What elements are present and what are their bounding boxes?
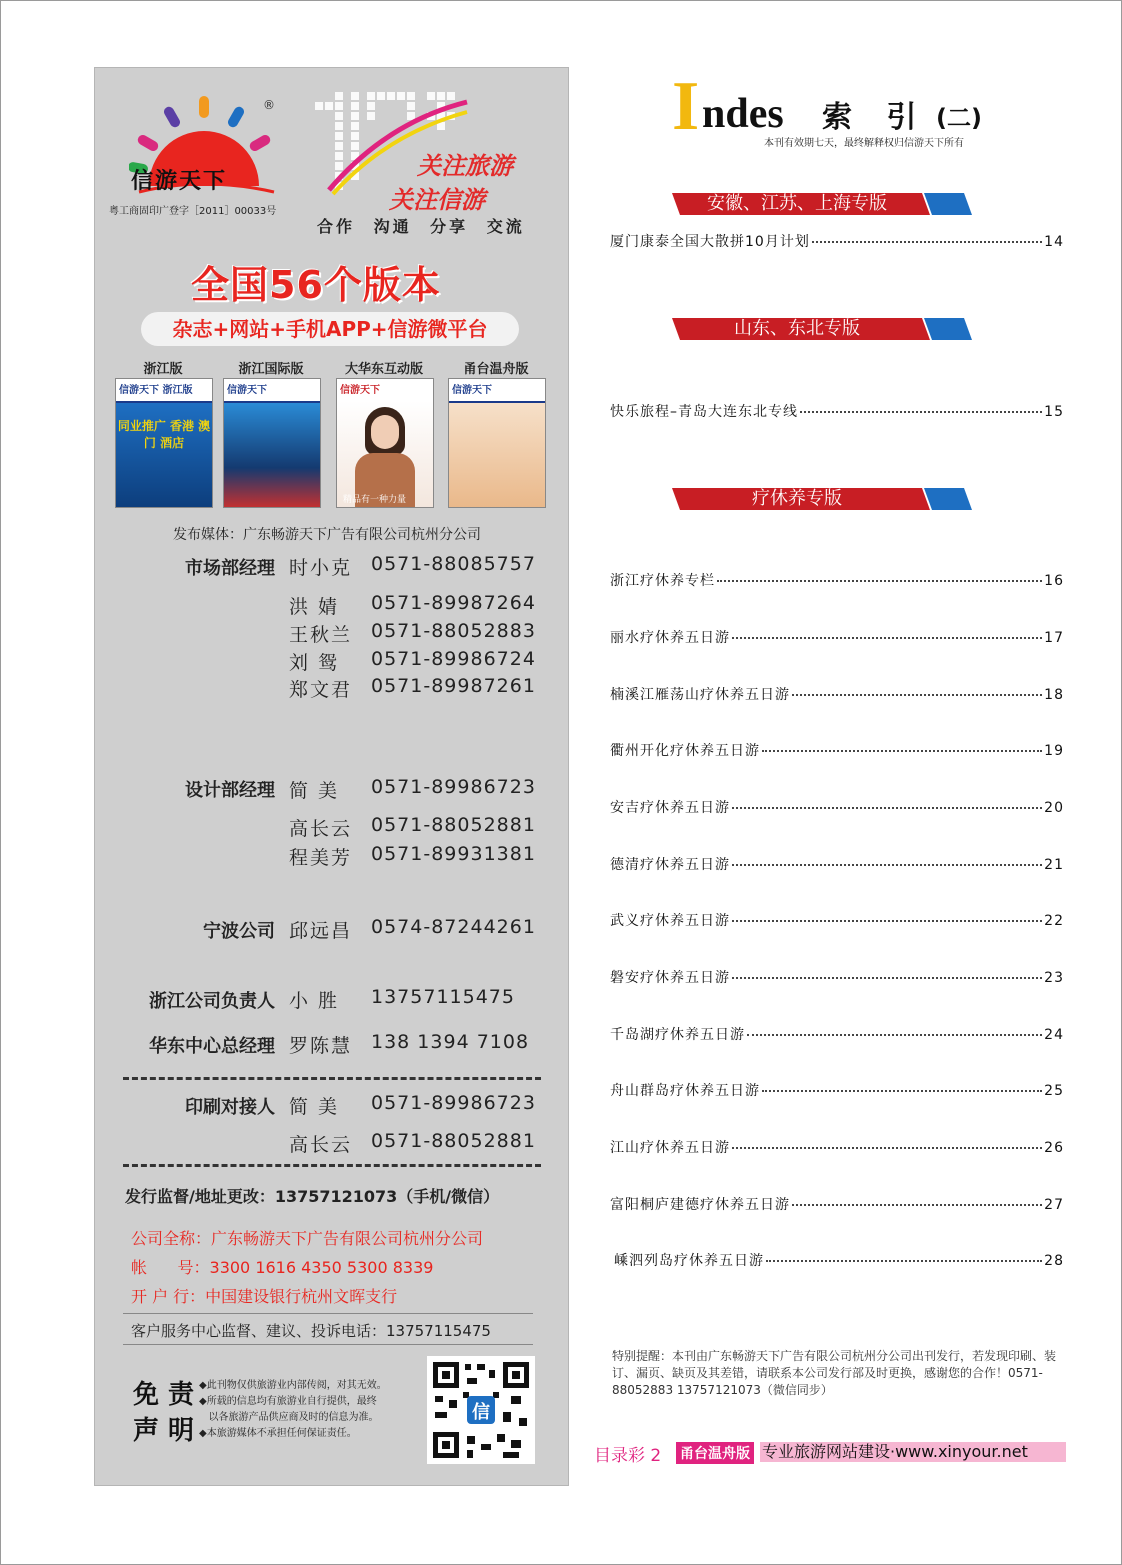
contact-name: 简 美 (289, 780, 340, 802)
toc-entry[interactable] (614, 1250, 1064, 1270)
toc-page: 25 (1044, 1083, 1064, 1099)
toc-page: 28 (1044, 1253, 1064, 1269)
cover-title: 信游天下 浙江版 (116, 379, 212, 403)
slogan-line-2: 关注信游 (389, 186, 485, 214)
cover-title: 信游天下 (337, 379, 433, 401)
disclaimer-title: 声 明 (133, 1416, 195, 1446)
edition-cover[interactable] (115, 378, 213, 508)
toc-page: 27 (1044, 1197, 1064, 1213)
service-line: 客户服务中心监督、建议、投诉电话：13757115475 (131, 1322, 491, 1340)
disclaimer-line: ◆所载的信息均有旅游业自行提供，最终 (199, 1396, 377, 1407)
special-notice: 特别提醒：本刊由广东畅游天下广告有限公司杭州分公司出刊发行，若发现印刷、装订、漏页、缺页及其差错，请联系本公司发行部及时更换，感谢您的合作！0571-88052883 13757121073（微信同步） (612, 1349, 1057, 1397)
registered-mark: ® (263, 98, 275, 112)
toc-title: 舟山群岛疗休养五日游 (610, 1083, 760, 1099)
contact-name: 时小克 (289, 557, 353, 579)
headline: 全国56个版本 (191, 263, 441, 307)
issue-supervision: 发行监督/地址更改：13757121073（手机/微信） (125, 1187, 500, 1206)
toc-entry[interactable] (610, 1024, 1064, 1044)
contact-name: 王秋兰 (289, 624, 353, 646)
sun-logo-icon (129, 96, 279, 216)
cooperation-motto: 合作 沟通 分享 交流 (317, 217, 525, 236)
toc-page: 17 (1044, 630, 1064, 646)
toc-entry[interactable] (610, 570, 1064, 590)
publisher: 发布媒体：广东畅游天下广告有限公司杭州分公司 (173, 527, 481, 543)
toc-entry[interactable] (610, 854, 1064, 874)
toc-entry[interactable] (610, 740, 1064, 760)
contact-role: 印刷对接人 (185, 1097, 275, 1118)
toc-entry[interactable] (610, 627, 1064, 647)
toc-page: 15 (1044, 404, 1064, 420)
toc-title: 衢州开化疗休养五日游 (610, 743, 760, 759)
toc-entry[interactable] (610, 967, 1064, 987)
contact-phone[interactable]: 0574-87244261 (371, 916, 536, 938)
toc-page: 14 (1044, 234, 1064, 250)
toc-title: 千岛湖疗休养五日游 (610, 1027, 745, 1043)
toc-title: 德清疗休养五日游 (610, 857, 730, 873)
contact-role: 市场部经理 (185, 558, 275, 579)
disclaimer-title: 免 责 (133, 1380, 195, 1410)
contact-name: 邱远昌 (289, 920, 353, 942)
contact-name: 罗陈慧 (289, 1035, 353, 1057)
logo-text: 信游天下 (131, 168, 228, 194)
channels-pill: 杂志+网站+手机APP+信游微平台 (141, 312, 519, 346)
toc-title: 武义疗休养五日游 (610, 913, 730, 929)
toc-entry[interactable] (610, 910, 1064, 930)
contact-name: 洪 婧 (289, 596, 340, 618)
toc-page: 21 (1044, 857, 1064, 873)
toc-title: 嵊泗列岛疗休养五日游 (614, 1253, 764, 1269)
page-label: 目录彩 2 (594, 1446, 662, 1466)
toc-title: 富阳桐庐建德疗休养五日游 (610, 1197, 790, 1213)
cover-image (449, 403, 545, 508)
index-number: (二) (936, 104, 982, 132)
contact-phone[interactable]: 0571-89986723 (371, 776, 536, 798)
edition-cover[interactable] (448, 378, 546, 508)
qr-code[interactable] (427, 1356, 535, 1464)
divider (123, 1313, 533, 1314)
brand-initial: I (672, 68, 700, 145)
section-title: 安徽、江苏、上海专版 (707, 193, 887, 214)
toc-entry[interactable] (610, 1194, 1064, 1214)
cover-image (337, 401, 433, 508)
contact-name: 高长云 (289, 1134, 353, 1156)
contact-role: 设计部经理 (185, 780, 275, 801)
toc-page: 23 (1044, 970, 1064, 986)
contact-phone[interactable]: 0571-88052881 (371, 1130, 536, 1152)
contact-phone[interactable]: 0571-89931381 (371, 843, 536, 865)
company-full-name: 公司全称：广东畅游天下广告有限公司杭州分公司 (131, 1229, 484, 1248)
index-title: 索 引 (822, 100, 929, 135)
contact-phone[interactable]: 0571-89987261 (371, 675, 536, 697)
cover-body: 同业推广 香港 澳门 酒店 (116, 403, 212, 508)
cover-image (224, 403, 320, 508)
cover-title: 信游天下 (449, 379, 545, 403)
toc-title: 浙江疗休养专栏 (610, 573, 715, 589)
edition-label: 浙江版 (143, 362, 183, 377)
contact-name: 郑文君 (289, 679, 353, 701)
disclaimer-line: 以各旅游产品供应商及时的信息为准。 (199, 1412, 379, 1423)
toc-entry[interactable] (610, 684, 1064, 704)
toc-title: 厦门康泰全国大散拼10月计划 (610, 234, 810, 250)
edition-label: 大华东互动版 (344, 362, 423, 377)
edition-label: 浙江国际版 (238, 362, 304, 377)
contact-phone[interactable]: 0571-89986724 (371, 648, 536, 670)
contact-phone[interactable]: 0571-89986723 (371, 1092, 536, 1114)
dashed-divider (123, 1164, 541, 1167)
contact-phone[interactable]: 0571-89987264 (371, 592, 536, 614)
dashed-divider (123, 1077, 541, 1080)
edition-badge: 甬台温舟版 (676, 1442, 754, 1464)
footer-tagline[interactable] (760, 1442, 1066, 1462)
toc-title: 江山疗休养五日游 (610, 1140, 730, 1156)
contact-name: 简 美 (289, 1096, 340, 1118)
license-number: 粤工商固印广登字［2011］00033号 (109, 206, 277, 217)
toc-title: 快乐旅程–青岛大连东北专线 (610, 404, 798, 420)
disclaimer-text (199, 1378, 387, 1442)
toc-page: 26 (1044, 1140, 1064, 1156)
edition-cover[interactable] (336, 378, 434, 508)
toc-entry[interactable] (610, 231, 1064, 251)
toc-page: 24 (1044, 1027, 1064, 1043)
toc-entry[interactable] (610, 1137, 1064, 1157)
divider (123, 1344, 533, 1345)
toc-page: 16 (1044, 573, 1064, 589)
brand-word: ndes (702, 91, 784, 137)
advert-panel (94, 67, 569, 1486)
toc-page: 18 (1044, 687, 1064, 703)
disclaimer-line: ◆此刊物仅供旅游业内部传阅，对其无效。 (199, 1380, 387, 1391)
qr-badge: 信 (472, 1402, 490, 1423)
toc-entry[interactable] (610, 401, 1064, 421)
contact-phone[interactable]: 0571-88052881 (371, 814, 536, 836)
contact-phone[interactable]: 0571-88052883 (371, 620, 536, 642)
contact-role: 宁波公司 (203, 921, 275, 942)
contact-phone[interactable]: 0571-88085757 (371, 553, 536, 575)
toc-page: 19 (1044, 743, 1064, 759)
contact-role: 浙江公司负责人 (149, 991, 275, 1012)
validity-note: 本刊有效期七天，最终解释权归信游天下所有 (764, 138, 964, 149)
edition-cover[interactable] (223, 378, 321, 508)
toc-title: 安吉疗休养五日游 (610, 800, 730, 816)
contact-role: 华东中心总经理 (149, 1036, 275, 1057)
contact-phone[interactable]: 13757115475 (371, 986, 515, 1008)
contact-name: 刘 鸳 (289, 652, 340, 674)
slogan-line-1: 关注旅游 (417, 152, 513, 180)
cover-title: 信游天下 (224, 379, 320, 403)
toc-entry[interactable] (610, 797, 1064, 817)
disclaimer-line: ◆本旅游媒体不承担任何保证责任。 (199, 1428, 357, 1439)
toc-title: 丽水疗休养五日游 (610, 630, 730, 646)
contact-name: 高长云 (289, 818, 353, 840)
toc-page: 22 (1044, 913, 1064, 929)
bank-name: 开 户 行：中国建设银行杭州文晖支行 (131, 1287, 398, 1306)
edition-label: 甬台温舟版 (463, 362, 529, 377)
section-title: 山东、东北专版 (734, 318, 860, 339)
cover-caption: 精品有一种力量 (343, 495, 407, 505)
toc-page: 20 (1044, 800, 1064, 816)
toc-title: 楠溪江雁荡山疗休养五日游 (610, 687, 790, 703)
contact-phone[interactable]: 138 1394 7108 (371, 1031, 530, 1053)
toc-title: 磐安疗休养五日游 (610, 970, 730, 986)
bank-account: 帐 号：3300 1616 4350 5300 8339 (131, 1258, 434, 1277)
contact-name: 程美芳 (289, 847, 353, 869)
section-title: 疗休养专版 (752, 488, 842, 509)
toc-entry[interactable] (610, 1080, 1064, 1100)
contact-name: 小 胜 (289, 990, 340, 1012)
footer-tagline-text: 专业旅游网站建设·www.xinyour.net (762, 1442, 1028, 1461)
